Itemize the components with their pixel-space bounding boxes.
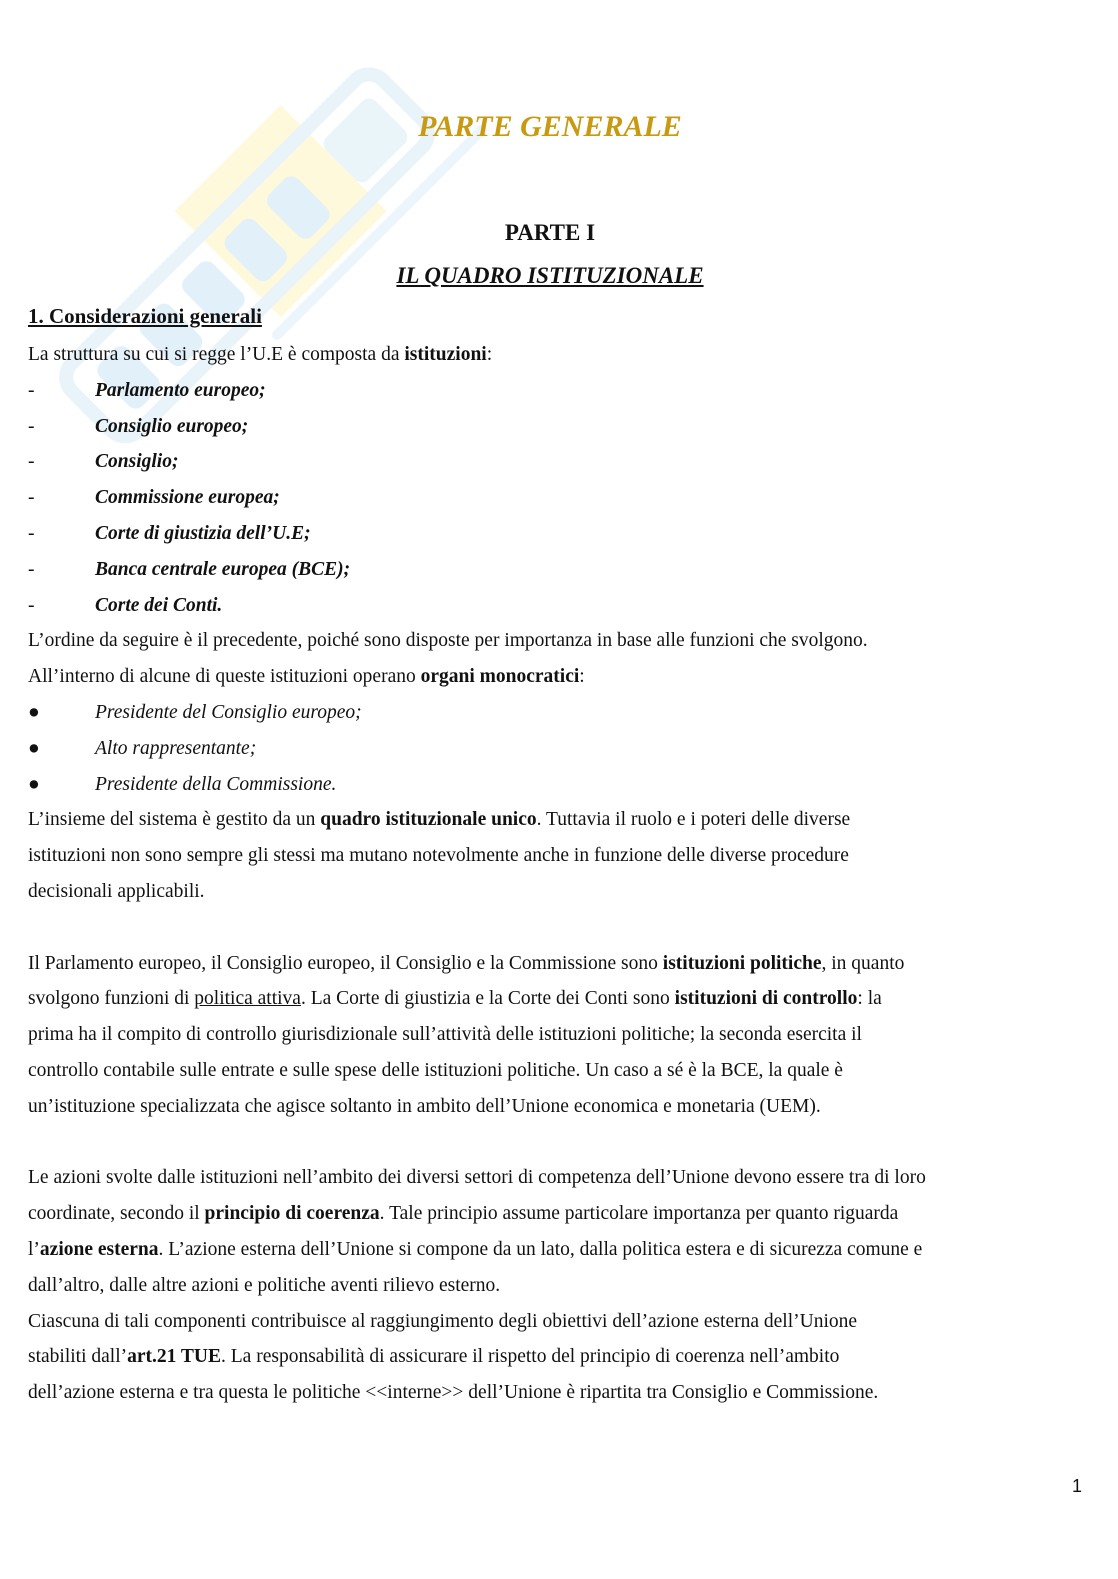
text-segment: l’ [28,1238,40,1260]
list-item [28,444,1088,480]
text-segment: . Tuttavia il ruolo e i poteri delle diverse [536,809,851,831]
text-segment: un’istituzione specializzata che agisce soltanto in ambito dell’Unione economica e monetaria (UEM). [28,1095,821,1117]
bold-text: istituzioni politiche [662,952,822,974]
text-segment: coordinate, secondo il [28,1203,205,1225]
text-line [28,838,1088,874]
bullet-icon: ● [28,773,40,795]
bold-text: Commissione europea; [95,487,280,509]
text-line [28,1160,1088,1196]
text-segment: istituzioni non sono sempre gli stessi ma mutano notevolmente anche in funzione delle diverse procedure [28,845,849,867]
text-line [28,1339,1088,1375]
text-line [28,623,1088,659]
text-segment: Il Parlamento europeo, il Consiglio europeo, il Consiglio e la Commissione sono [28,952,663,974]
dash-marker: - [28,379,35,401]
text-segment: svolgono funzioni di [28,988,195,1010]
text-segment: : [579,666,585,688]
text-segment: , in quanto [821,952,905,974]
list-item [28,695,1088,731]
bold-text: Parlamento europeo; [95,379,266,401]
text-segment: La struttura su cui si regge l’U.E è composta da [28,344,405,365]
text-segment: controllo contabile sulle entrate e sulle spese delle istituzioni politiche. Un caso a sé è la BCE, la quale è [28,1059,843,1081]
bold-text: istituzioni [404,344,487,365]
dash-marker: - [28,415,35,437]
text-segment: Presidente della Commissione. [95,773,337,795]
bold-text: principio di coerenza [204,1203,380,1225]
text-line [28,1232,1088,1268]
list-item [28,767,1088,803]
bold-text: organi monocratici [420,666,580,688]
text-segment: stabiliti dall’ [28,1346,128,1368]
list-item [28,373,1088,409]
text-segment: Presidente del Consiglio europeo; [95,701,362,723]
text-line [28,1053,1088,1089]
list-item [28,480,1088,516]
text-line [28,1017,1088,1053]
text-segment: dell’azione esterna e tra questa le politiche <<interne>> dell’Unione è ripartita tra Consiglio e Commissione. [28,1382,879,1404]
text-line [28,1089,1088,1125]
text-line [28,1268,1088,1304]
text-line [28,659,1088,695]
text-segment: Alto rappresentante; [95,737,257,759]
list-item [28,588,1088,624]
bold-text: Consiglio; [95,451,179,473]
text-segment: dall’altro, dalle altre azioni e politiche aventi rilievo esterno. [28,1274,501,1296]
list-item [28,552,1088,588]
bullet-icon: ● [28,701,40,723]
text-segment: Le azioni svolte dalle istituzioni nell’ambito dei diversi settori di competenza dell’Unione devono essere tra di loro [28,1167,926,1189]
text-line [28,946,1088,982]
dash-marker: - [28,451,35,473]
text-segment: . La responsabilità di assicurare il rispetto del principio di coerenza nell’ambito [221,1346,840,1368]
text-segment: All’interno di alcune di queste istituzioni operano [28,666,421,688]
text-segment: . L’azione esterna dell’Unione si compone da un lato, dalla politica estera e di sicurezza comune e [158,1238,923,1260]
text-line [28,910,1088,946]
list-item [28,409,1088,445]
document-title: PARTE GENERALE [418,110,682,143]
text-segment: : la [857,988,882,1010]
dash-marker: - [28,558,35,580]
underlined-text: politica attiva [194,988,301,1010]
text-segment: . La Corte di giustizia e la Corte dei Conti sono [300,988,675,1010]
text-segment: L’insieme del sistema è gestito da un [28,809,321,831]
part-title: IL QUADRO ISTITUZIONALE [396,263,704,288]
text-segment: prima ha il compito di controllo giurisdizionale sull’attività delle istituzioni politiche; la seconda esercita il [28,1024,862,1046]
section-heading: 1. Considerazioni generali [28,304,262,328]
body-text [28,337,1088,1411]
text-segment: L’ordine da seguire è il precedente, poiché sono disposte per importanza in base alle funzioni che svolgono. [28,630,868,652]
text-line [28,1125,1088,1161]
text-line [28,981,1088,1017]
text-line [28,337,1088,373]
list-item [28,731,1088,767]
list-item [28,516,1088,552]
dash-marker: - [28,487,35,509]
bold-text: Corte dei Conti. [95,594,223,616]
text-segment: : [486,344,493,365]
text-segment: . Tale principio assume particolare importanza per quanto riguarda [379,1203,899,1225]
text-line [28,874,1088,910]
dash-marker: - [28,594,35,616]
bold-text: Banca centrale europea (BCE); [95,558,351,580]
bold-text: quadro istituzionale unico [320,809,537,831]
bold-text: Consiglio europeo; [95,415,249,437]
text-line [28,1304,1088,1340]
bold-text: istituzioni di controllo [674,988,858,1010]
bullet-icon: ● [28,737,40,759]
text-segment: decisionali applicabili. [28,880,205,902]
bold-text: Corte di giustizia dell’U.E; [95,522,311,544]
text-line [28,1375,1088,1411]
bold-text: art.21 TUE [127,1346,222,1368]
bold-text: azione esterna [39,1238,159,1260]
part-heading: PARTE I [504,220,596,245]
text-line [28,1196,1088,1232]
dash-marker: - [28,522,35,544]
text-line [28,802,1088,838]
page-number: 1 [1072,1476,1083,1496]
text-segment: Ciascuna di tali componenti contribuisce al raggiungimento degli obiettivi dell’azione esterna dell’Unione [28,1310,858,1332]
